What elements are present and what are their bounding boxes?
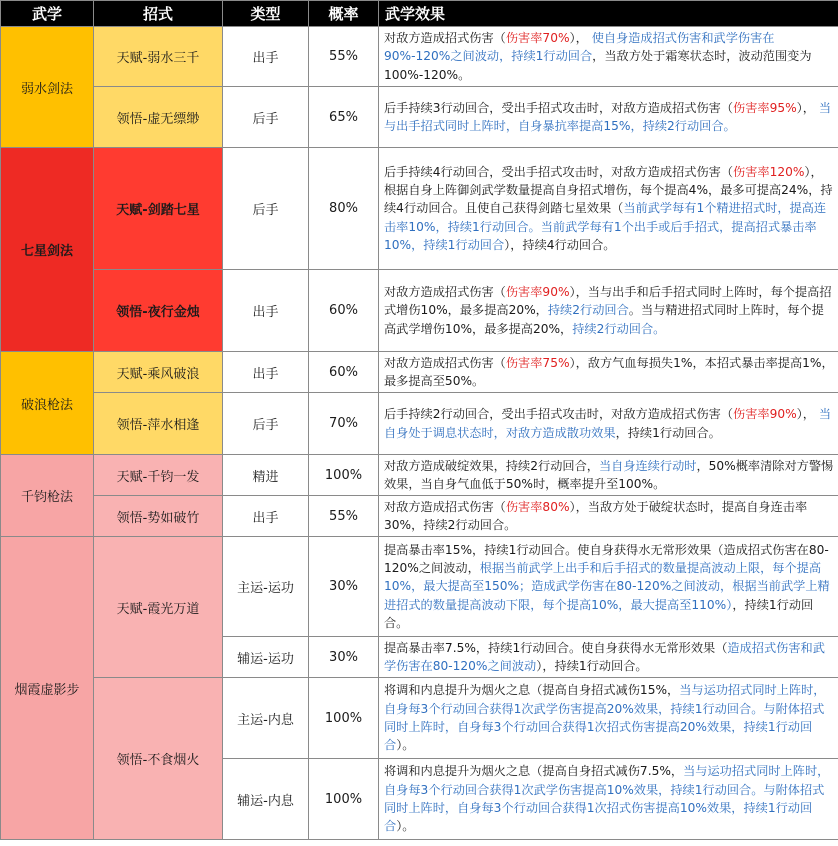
header-effect: 武学效果 (379, 1, 838, 27)
martial-name: 七星剑法 (1, 148, 94, 352)
skill-name: 领悟-夜行金烛 (94, 270, 223, 352)
damage-rate-text: 伤害率75% (505, 355, 570, 370)
skill-rate: 55% (309, 496, 379, 537)
damage-rate-text: 伤害率70% (505, 31, 570, 46)
table-row (1, 270, 838, 352)
skill-rate: 65% (309, 87, 379, 148)
effect-text: 后手持续3行动回合，受出手招式攻击时，对敌方造成招式伤害（ (384, 100, 734, 115)
effect-text: ），根据自身上阵御剑武学数量提高自身招式增伤，每个提高4%，最多可提高24%，持续4行动回合。且使自己获得剑踏七星效果（ (384, 164, 833, 216)
skill-effect (379, 148, 838, 270)
skill-name: 领悟-虚无缥缈 (94, 87, 223, 148)
effect-text: ，持续1行动回合。 (615, 425, 721, 440)
skill-type: 出手 (223, 496, 309, 537)
highlight-text: 造成招式伤害和武学伤害在80-120%之间波动 (384, 640, 825, 673)
table-row (1, 27, 838, 87)
header-row (1, 1, 838, 27)
skill-type: 主运-运功 (223, 537, 309, 637)
effect-text: 将调和内息提升为烟火之息（提高自身招式减伤7.5%， (384, 764, 684, 779)
skill-rate: 80% (309, 148, 379, 270)
damage-rate-text: 伤害率90% (505, 285, 570, 300)
skill-rate: 100% (309, 678, 379, 759)
skill-rate: 70% (309, 393, 379, 455)
header-martial: 武学 (1, 1, 94, 27)
effect-text: 后手持续2行动回合，受出手招式攻击时，对敌方造成招式伤害（ (384, 407, 734, 422)
header-rate: 概率 (309, 1, 379, 27)
highlight-text: 使自身造成招式伤害和武学伤害在90%-120%之间波动，持续1行动回合 (384, 31, 775, 64)
skill-rate: 60% (309, 352, 379, 393)
highlight-text: 持续2行动回合 (547, 303, 629, 318)
skill-rate: 100% (309, 759, 379, 840)
header-skill: 招式 (94, 1, 223, 27)
effect-text: 后手持续4行动回合，受出手招式攻击时，对敌方造成招式伤害（ (384, 164, 734, 179)
skill-rate: 100% (309, 455, 379, 496)
effect-text: ）， (796, 100, 819, 115)
effect-text: 对敌方造成招式伤害（ (384, 31, 506, 46)
effect-text: 对敌方造成招式伤害（ (384, 285, 506, 300)
skill-name: 天赋-霞光万道 (94, 537, 223, 678)
damage-rate-text: 伤害率80% (505, 499, 570, 514)
skill-type: 出手 (223, 27, 309, 87)
skill-type: 主运-内息 (223, 678, 309, 759)
skill-name: 领悟-不食烟火 (94, 678, 223, 840)
skill-name: 天赋-剑踏七星 (94, 148, 223, 270)
effect-text: ）。 (396, 738, 415, 753)
table-row (1, 678, 838, 759)
skill-name: 天赋-弱水三千 (94, 27, 223, 87)
effect-text: ，持续1行动回合。 (384, 597, 814, 630)
skill-type: 出手 (223, 352, 309, 393)
skill-type: 出手 (223, 270, 309, 352)
skill-effect (379, 393, 838, 455)
table-row (1, 393, 838, 455)
skill-name: 天赋-乘风破浪 (94, 352, 223, 393)
effect-text: ），持续1行动回合。 (536, 659, 648, 673)
damage-rate-text: 伤害率95% (733, 100, 797, 115)
effect-text: ，当敌方处于霜寒状态时，波动范围变为100%-120%。 (384, 49, 812, 82)
skill-effect (379, 27, 838, 87)
effect-text: 提高暴击率15%，持续1行动回合。使自身获得水无常形效果（造成招式伤害在80-120%之间波动， (384, 542, 829, 576)
table-row (1, 148, 838, 270)
effect-text: ），持续4行动回合。 (504, 237, 616, 252)
effect-text: ），当敌方处于破绽状态时，提高自身连击率30%，持续2行动回合。 (384, 499, 808, 532)
skill-effect (379, 352, 838, 393)
header-type: 类型 (223, 1, 309, 27)
skill-effect (379, 759, 838, 840)
effect-text: 。当与精进招式同时上阵时，每个提高武学增伤10%，最多提高20%， (384, 303, 824, 336)
skill-name: 天赋-千钧一发 (94, 455, 223, 496)
skill-type: 辅运-运功 (223, 637, 309, 678)
table-row (1, 455, 838, 496)
highlight-text: 当前武学每有1个精进招式时，提高连击率10%，持续1行动回合。当前武学每有1个出手或后手招式，提高招式暴击率10%，持续1行动回合 (384, 201, 827, 252)
martial-name: 弱水剑法 (1, 27, 94, 148)
skill-type: 辅运-内息 (223, 759, 309, 840)
skill-rate: 30% (309, 637, 379, 678)
table-row (1, 352, 838, 393)
skill-effect (379, 537, 838, 637)
skill-type: 后手 (223, 148, 309, 270)
highlight-text: 根据当前武学上出手和后手招式的数量提高波动上限，每个提高10%，最大提高至150%；造成武学伤害在80-120%之间波动，根据当前武学上精进招式的数量提高波动下限，每个提高10%，最大提高至110%） (384, 561, 830, 612)
table-row (1, 537, 838, 637)
damage-rate-text: 伤害率90% (733, 407, 797, 422)
skill-rate: 30% (309, 537, 379, 637)
skill-type: 后手 (223, 87, 309, 148)
skill-effect (379, 678, 838, 759)
skill-type: 精进 (223, 455, 309, 496)
effect-text: ），敌方气血每损失1%，本招式暴击率提高1%，最多提高至50%。 (384, 355, 834, 388)
effect-text: ）。 (396, 819, 415, 834)
effect-text: 对敌方造成招式伤害（ (384, 355, 506, 370)
effect-text: ）， (796, 407, 819, 422)
skill-rate: 60% (309, 270, 379, 352)
highlight-text: 当与运功招式同时上阵时，自身每3个行动回合获得1次武学伤害提高20%效果，持续1行动回合。与附体招式同时上阵时，自身每3个行动回合获得1次招式伤害提高20%效果，持续1行动回合 (384, 683, 826, 753)
highlight-text: 当与出手招式同时上阵时，自身暴抗率提高15%，持续2行动回合。 (384, 100, 832, 133)
skill-name: 领悟-萍水相逢 (94, 393, 223, 455)
effect-text: 对敌方造成破绽效果，持续2行动回合， (384, 458, 599, 473)
martial-name: 烟霞虚影步 (1, 537, 94, 840)
highlight-text: 持续2行动回合。 (572, 321, 666, 336)
effect-text: 对敌方造成招式伤害（ (384, 499, 506, 514)
skill-name: 领悟-势如破竹 (94, 496, 223, 537)
martial-name: 破浪枪法 (1, 352, 94, 455)
skill-effect (379, 270, 838, 352)
effect-text: ，50%概率清除对方警惕效果，当自身气血低于50%时，概率提升至100%。 (384, 458, 834, 491)
highlight-text: 当自身处于调息状态时，对敌方造成散功效果 (384, 407, 832, 440)
skill-rate: 55% (309, 27, 379, 87)
skill-effect (379, 637, 838, 678)
effect-text: 提高暴击率7.5%，持续1行动回合。使自身获得水无常形效果（ (384, 640, 728, 655)
table-row (1, 87, 838, 148)
skill-effect (379, 496, 838, 537)
highlight-text: 当自身连续行动时 (598, 458, 697, 473)
skill-effect (379, 455, 838, 496)
effect-text: 将调和内息提升为烟火之息（提高自身招式减伤15%， (384, 683, 680, 698)
martial-name: 千钧枪法 (1, 455, 94, 537)
highlight-text: 当与运功招式同时上阵时，自身每3个行动回合获得1次武学伤害提高10%效果，持续1行动回合。与附体招式同时上阵时，自身每3个行动回合获得1次招式伤害提高10%效果，持续1行动回合 (384, 764, 830, 834)
skill-effect (379, 87, 838, 148)
effect-text: ）， (569, 31, 592, 46)
skill-type: 后手 (223, 393, 309, 455)
effect-text: ），当与出手和后手招式同时上阵时，每个提高招式增伤10%，最多提高20%， (384, 285, 832, 318)
table-row (1, 496, 838, 537)
damage-rate-text: 伤害率120% (733, 164, 805, 179)
